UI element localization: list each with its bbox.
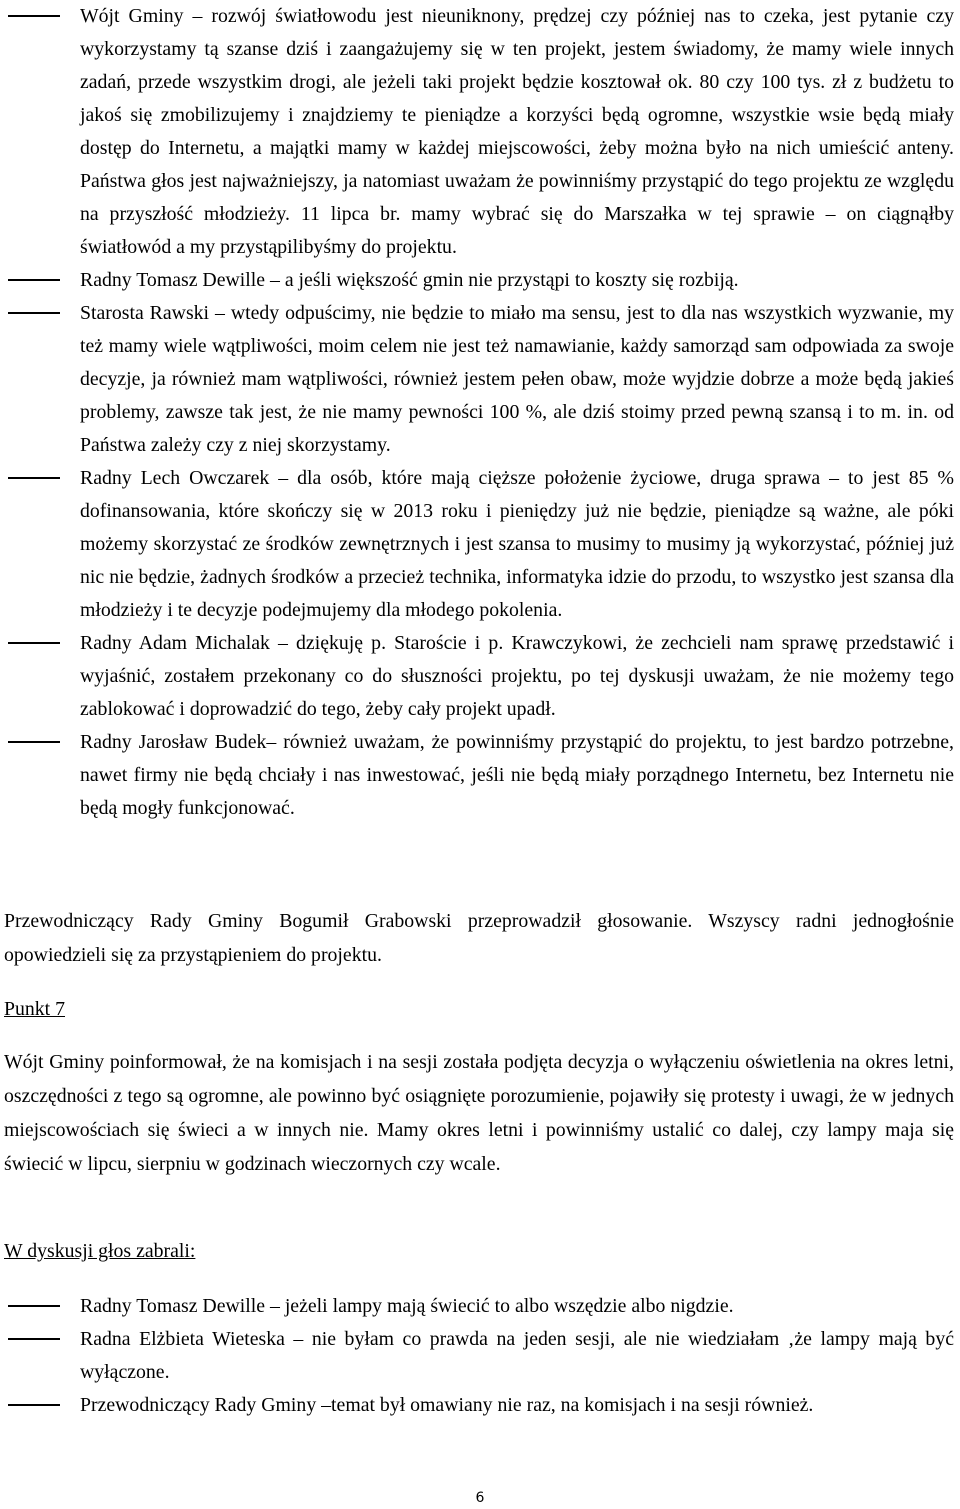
page-number: 6 [475,1490,485,1506]
list-item-text: Radny Jarosław Budek– również uważam, że powinniśmy przystąpić do projektu, to jest bardzo potrzebne, nawet firmy nie będą chciały i nas inwestować, jeśli nie będą miały porządnego Internetu, bez Internetu nie będą mogły funkcjonować. [80,731,954,819]
dash-bullet [8,15,60,17]
list-item-text: Radny Tomasz Dewille – jeżeli lampy mają świecić to albo wszędzie albo nigdzie. [80,1295,734,1317]
list-item-text: Radny Lech Owczarek – dla osób, które mają cięższe położenie życiowe, druga sprawa – to jest 85 % dofinansowania, które skończy się w 2013 roku i pieniędzy już nie będzie, pieniądze są ważne, ale póki możemy skorzystać ze środków zewnętrznych i jest szansa to musimy to musimy ją wykorzystać, później już nic nie będzie, żadnych środków a przecież technika, informatyka idzie do przodu, to wszystko jest szansa dla młodzieży i te decyzje podejmujemy dla młodego pokolenia. [80,467,954,621]
dash-bullet [8,1404,60,1406]
punkt-heading: Punkt 7 [4,998,66,1020]
list-item [0,462,960,627]
vote-paragraph: Przewodniczący Rady Gminy Bogumił Grabowski przeprowadził głosowanie. Wszyscy radni jednogłośnie opowiedzieli się za przystąpieniem do projektu. [4,910,954,966]
dash-bullet [8,741,60,743]
dash-bullet [8,477,60,479]
list-item [0,297,960,462]
discussion-list-2 [0,1290,960,1422]
list-item [0,726,960,825]
dash-bullet [8,279,60,281]
list-item [0,627,960,726]
list-item [0,1323,960,1389]
list-item [0,0,960,264]
discussion-heading: W dyskusji głos zabrali: [4,1240,196,1262]
list-item [0,1290,960,1323]
list-item-text: Starosta Rawski – wtedy odpuścimy, nie będzie to miało ma sensu, jest to dla nas wszystkich wyzwanie, my też mamy wiele wątpliwości, moim celem nie jest też namawianie, każdy samorząd sam odpowiada za swoje decyzje, ja również mam wątpliwości, również jestem pełen obaw, może wyjdzie dobrze a może będą jakieś problemy, zawsze tak jest, że nie mamy pewności 100 %, ale dziś stoimy przed pewną szansą i to m. in. od Państwa zależy czy z niej skorzystamy. [80,302,954,456]
list-item [0,1389,960,1422]
list-item-text: Radny Adam Michalak – dziękuję p. Staroście i p. Krawczykowi, że zechcieli nam sprawę przedstawić i wyjaśnić, zostałem przekonany co do słuszności projektu, po tej dyskusji uważam, że nie możemy tego zablokować i doprowadzić do tego, żeby cały projekt upadł. [80,632,954,720]
dash-bullet [8,642,60,644]
dash-bullet [8,1338,60,1340]
list-item [0,264,960,297]
list-item-text: Wójt Gminy – rozwój światłowodu jest nieuniknony, prędzej czy później nas to czeka, jest pytanie czy wykorzystamy tą szanse dziś i zaangażujemy się w ten projekt, jestem świadomy, że mamy wiele innych zadań, przede wszystkim drogi, ale jeżeli taki projekt będzie kosztował ok. 80 czy 100 tys. zł z budżetu to jakoś się zmobilizujemy i znajdziemy te pieniądze a korzyści będą ogromne, wszystkie wsie będą miały dostęp do Internetu, a majątki mamy w każdej miejscowości, żeby można było na nich umieścić anteny. Państwa głos jest najważniejszy, ja natomiast uważam że powinniśmy przystąpić do tego projektu ze względu na przyszłość młodzieży. 11 lipca br. mamy wybrać się do Marszałka w tej sprawie – on ciągnąłby światłowód a my przystąpilibyśmy do projektu. [80,5,954,258]
list-item-text: Radny Tomasz Dewille – a jeśli większość gmin nie przystąpi to koszty się rozbiją. [80,269,739,291]
dash-bullet [8,1305,60,1307]
punkt-paragraph: Wójt Gminy poinformował, że na komisjach i na sesji została podjęta decyzja o wyłączeniu oświetlenia na okres letni, oszczędności z tego są ogromne, ale powinno być osiągnięte porozumienie, pojawiły się protesty i uwagi, że w jednych miejscowościach się świeci a w innych nie. Mamy okres letni i powinniśmy ustalić co dalej, czy lampy maja się świecić w lipcu, sierpniu w godzinach wieczornych czy wcale. [4,1051,954,1175]
dash-bullet [8,312,60,314]
list-item-text: Radna Elżbieta Wieteska – nie byłam co prawda na jeden sesji, ale nie wiedziałam ‚że lampy mają być wyłączone. [80,1328,954,1383]
list-item-text: Przewodniczący Rady Gminy –temat był omawiany nie raz, na komisjach i na sesji również. [80,1394,814,1416]
